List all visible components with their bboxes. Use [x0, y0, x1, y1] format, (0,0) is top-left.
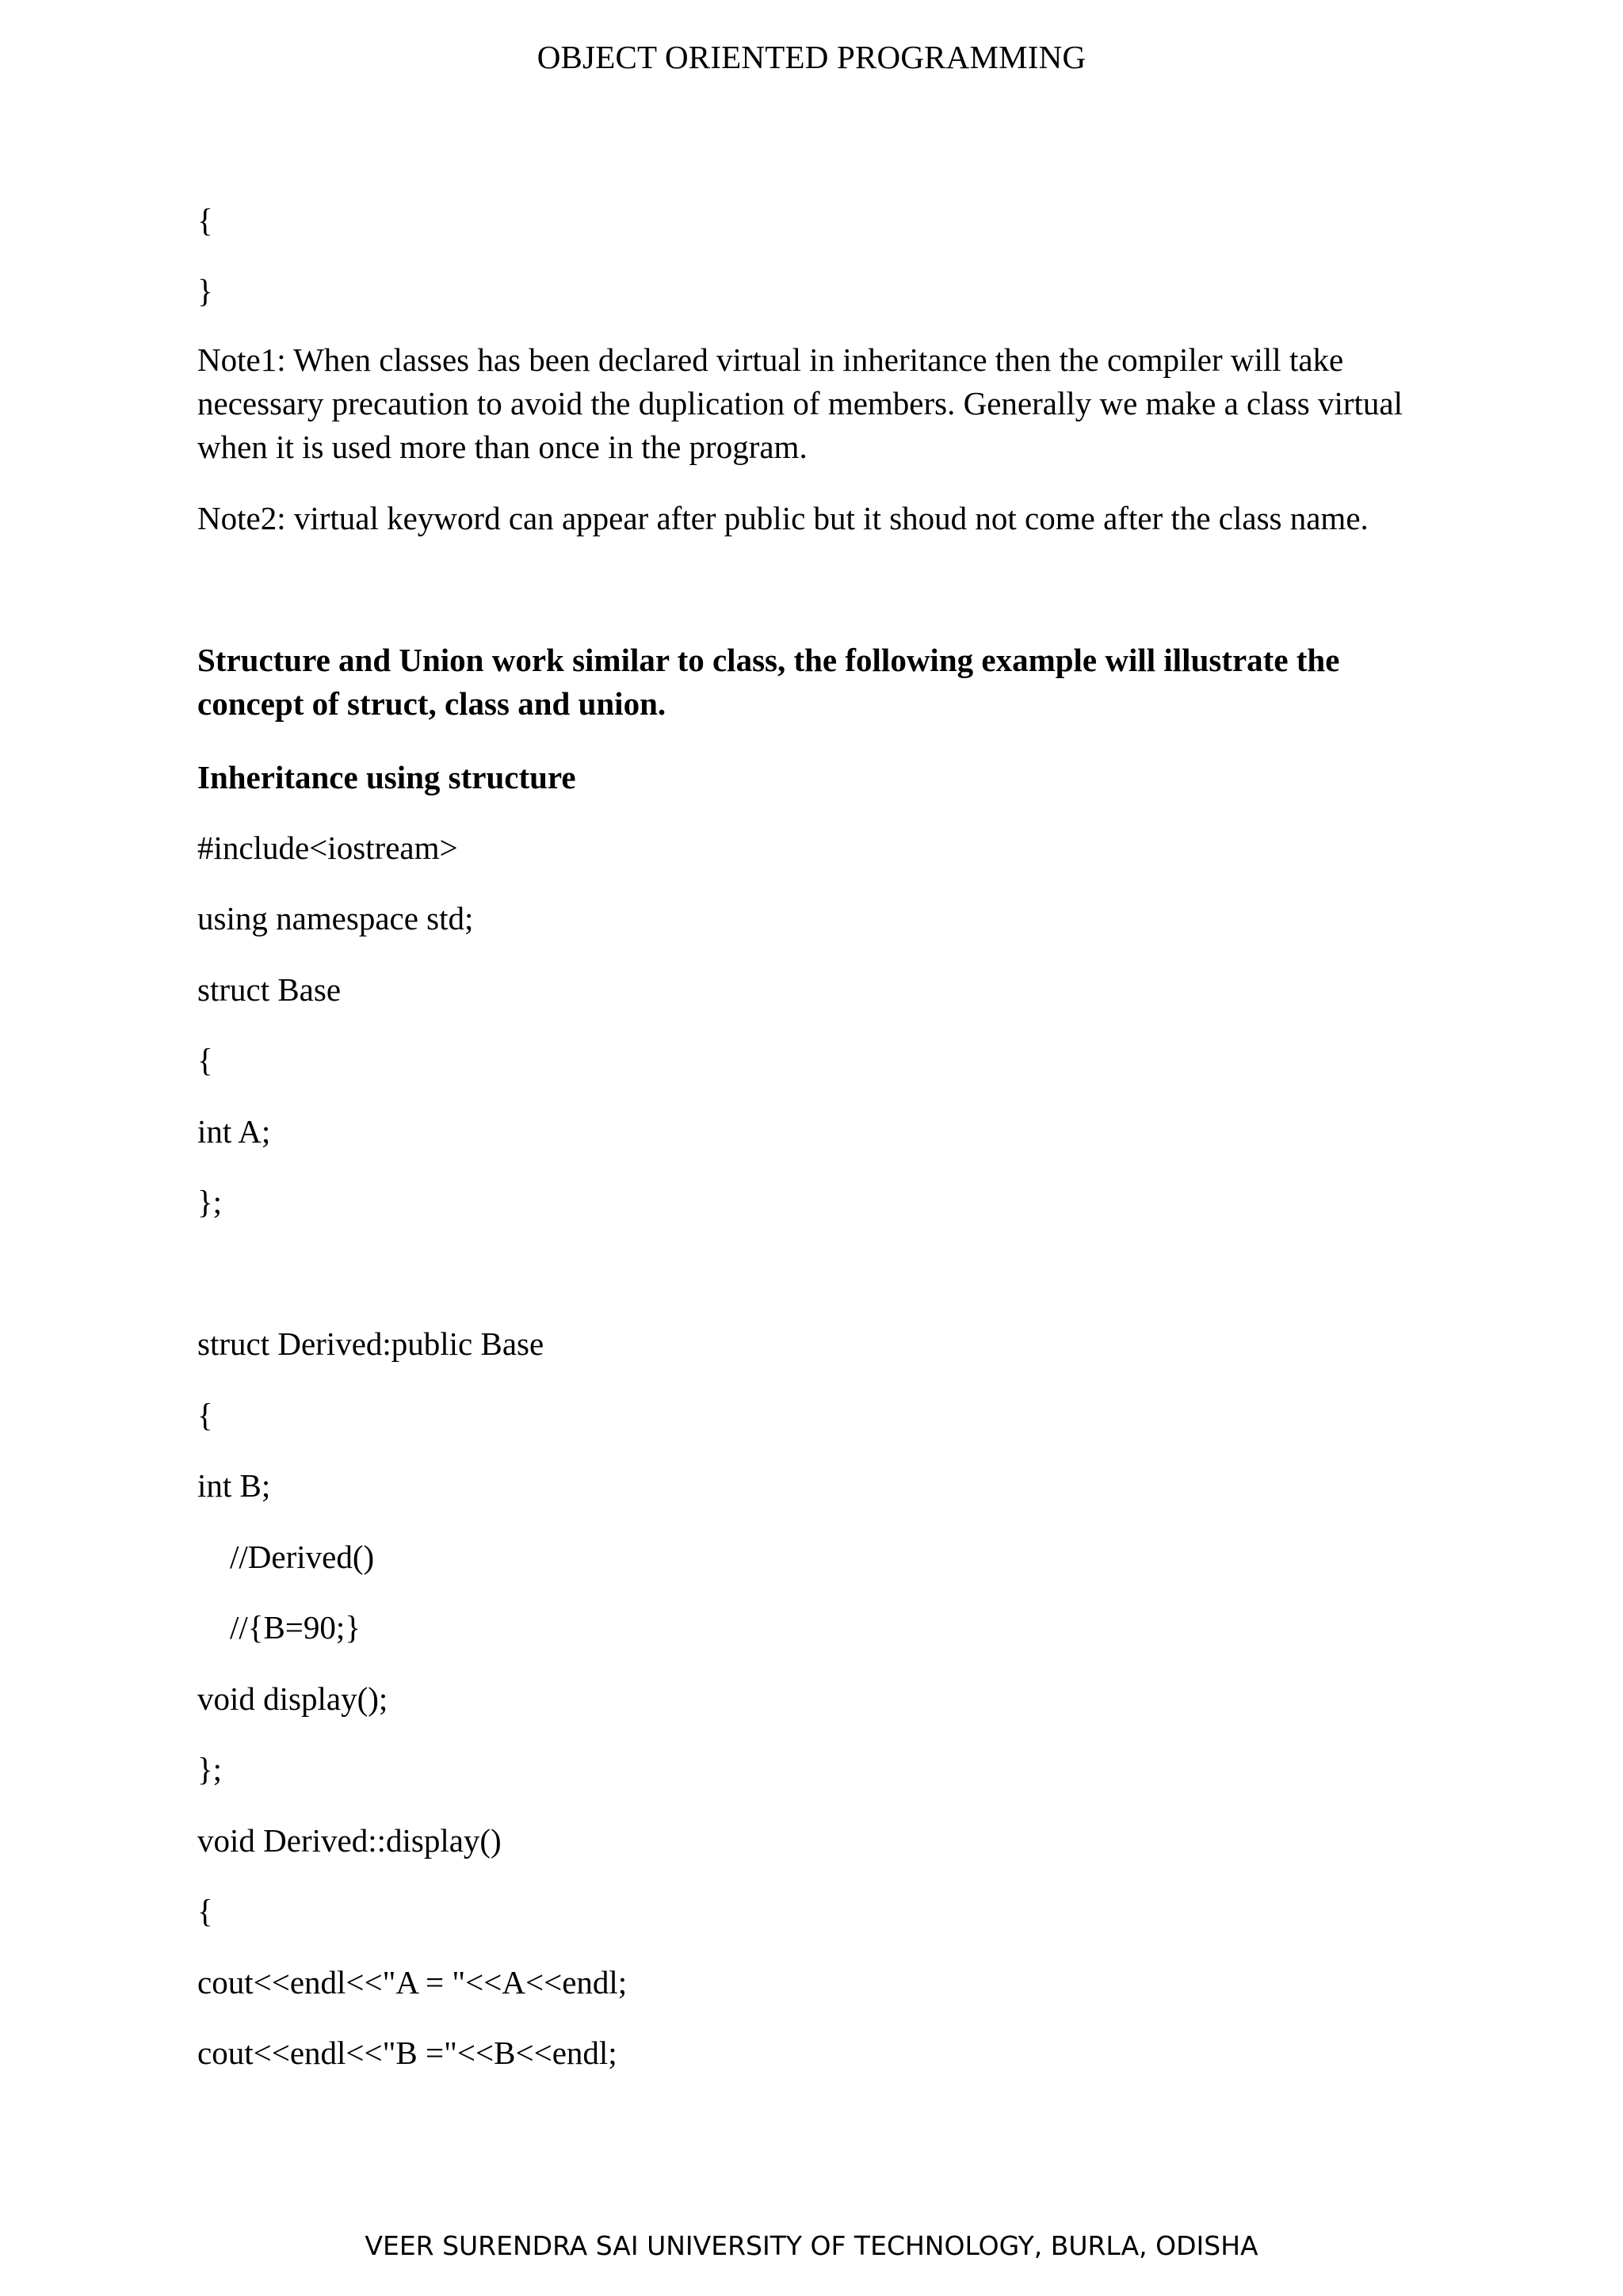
code-using-namespace: using namespace std;: [197, 900, 474, 936]
code-close-base: };: [197, 1184, 223, 1220]
code-int-b: int B;: [197, 1467, 271, 1504]
code-open-brace-display: {: [197, 1893, 213, 1929]
subheading-inheritance-structure: Inheritance using structure: [197, 759, 576, 795]
code-comment-constructor: //Derived(): [230, 1539, 375, 1575]
code-struct-base: struct Base: [197, 971, 342, 1008]
note1-paragraph: Note1: When classes has been declared virtual in inheritance then the compiler will take necessary precaution to avoid the duplication of members. Generally we make a class virtual when it is used more than once in the program.: [197, 341, 1403, 465]
code-close-derived: };: [197, 1751, 223, 1787]
code-close-brace: }: [197, 273, 213, 309]
code-open-brace-derived: {: [197, 1397, 213, 1433]
code-int-a: int A;: [197, 1113, 271, 1150]
code-include: #include<iostream>: [197, 830, 458, 866]
code-open-brace: {: [197, 202, 213, 238]
code-display-definition: void Derived::display(): [197, 1822, 502, 1859]
section-intro-heading: Structure and Union work similar to class, the following example will illustrate the concept of struct, class and union.: [197, 642, 1340, 722]
page-footer: VEER SURENDRA SAI UNIVERSITY OF TECHNOLOGY, BURLA, ODISHA: [365, 2230, 1258, 2261]
code-struct-derived: struct Derived:public Base: [197, 1325, 544, 1362]
code-open-brace-base: {: [197, 1042, 213, 1078]
code-cout-b: cout<<endl<<"B ="<<B<<endl;: [197, 2035, 617, 2071]
code-cout-a: cout<<endl<<"A = "<<A<<endl;: [197, 1964, 628, 2000]
code-void-display: void display();: [197, 1680, 388, 1717]
note2-paragraph: Note2: virtual keyword can appear after public but it shoud not come after the class name.: [197, 500, 1369, 536]
code-comment-init: //{B=90;}: [230, 1609, 361, 1646]
page-header-title: OBJECT ORIENTED PROGRAMMING: [537, 39, 1086, 75]
